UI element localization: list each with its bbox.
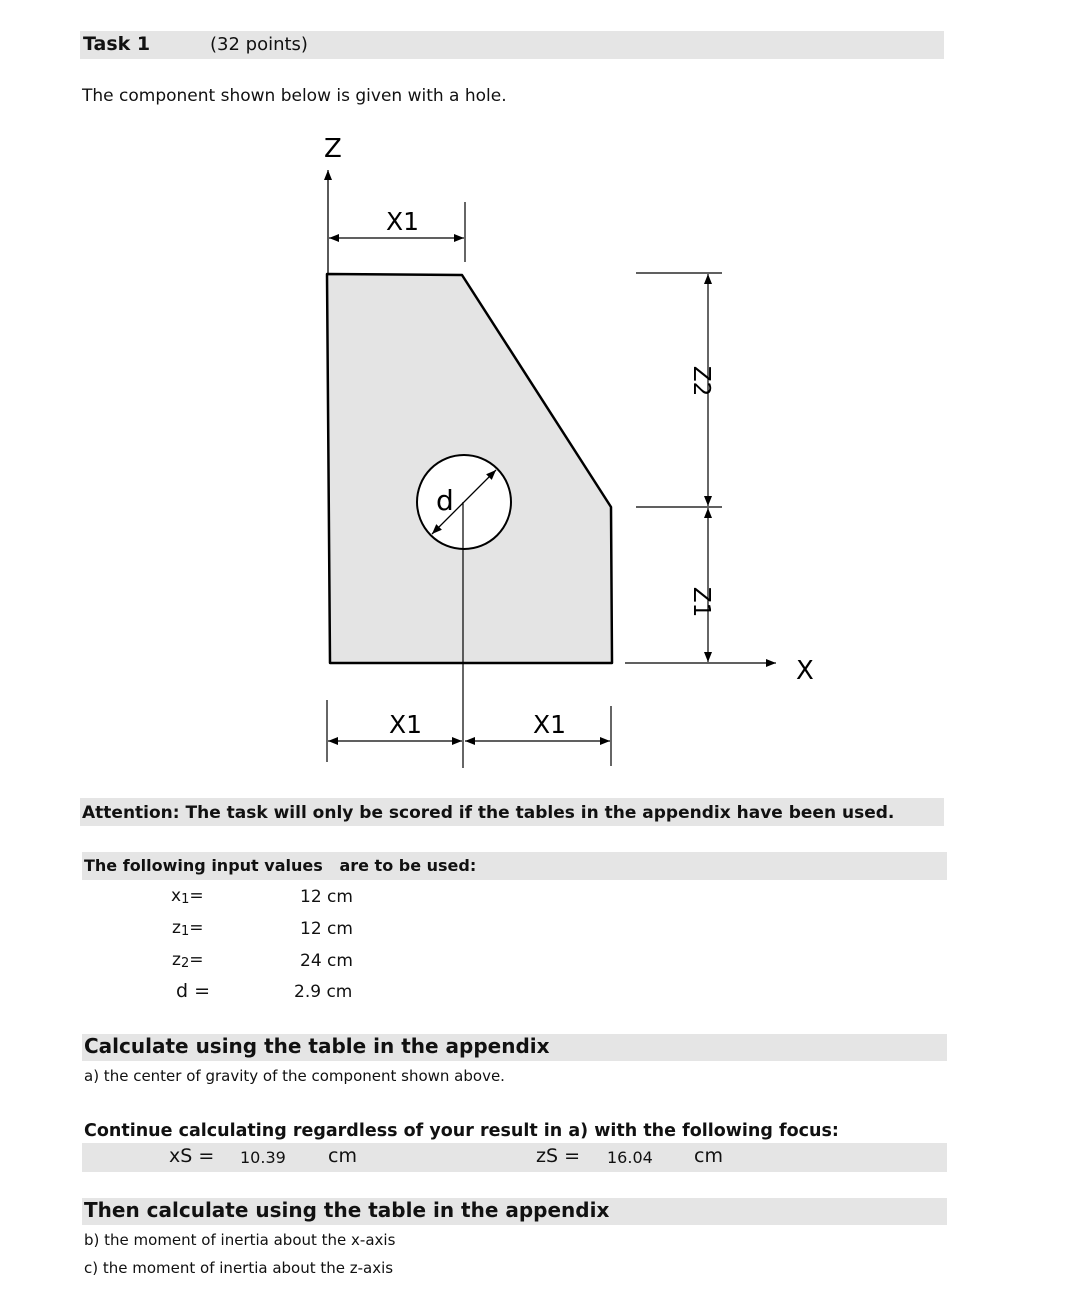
inputs-heading: The following input values are to be used: — [84, 856, 477, 875]
focus-heading: Continue calculating regardless of your result in a) with the following focus: — [84, 1121, 839, 1141]
x1-right-label: X1 — [533, 710, 567, 739]
section2-heading: Then calculate using the table in the appendix — [84, 1198, 610, 1222]
z2-label: Z2 — [688, 365, 714, 397]
task-points: (32 points) — [210, 34, 308, 55]
x-axis-label: X — [796, 656, 814, 686]
input-z2-label: z2= — [172, 950, 204, 971]
d-label: d — [436, 484, 454, 517]
zs-value: 16.04 — [607, 1148, 653, 1167]
xs-label: xS = — [169, 1145, 215, 1167]
x1-top-label: X1 — [386, 207, 420, 236]
intro-text: The component shown below is given with a hole. — [82, 86, 507, 106]
input-z2-value: 24 cm — [300, 951, 353, 971]
zs-unit: cm — [694, 1145, 723, 1167]
input-x1-value: 12 cm — [300, 887, 353, 907]
xs-value: 10.39 — [240, 1148, 286, 1167]
z-axis-label: Z — [324, 134, 342, 164]
section1-heading: Calculate using the table in the appendix — [84, 1034, 550, 1058]
z1-label: Z1 — [688, 586, 714, 618]
input-x1-label: x1= — [171, 886, 204, 907]
xs-unit: cm — [328, 1145, 357, 1167]
input-d-label: d = — [176, 980, 211, 1002]
attention-text: Attention: The task will only be scored if the tables in the appendix have been used. — [82, 803, 895, 823]
input-z1-value: 12 cm — [300, 919, 353, 939]
input-d-value: 2.9 cm — [294, 982, 353, 1002]
x1-left-label: X1 — [389, 710, 423, 739]
item-c: c) the moment of inertia about the z-axis — [84, 1259, 394, 1277]
item-a: a) the center of gravity of the component shown above. — [84, 1067, 505, 1085]
task-title: Task 1 — [83, 33, 151, 55]
input-z1-label: z1= — [172, 918, 204, 939]
zs-label: zS = — [536, 1145, 580, 1167]
item-b: b) the moment of inertia about the x-axis — [84, 1231, 396, 1249]
